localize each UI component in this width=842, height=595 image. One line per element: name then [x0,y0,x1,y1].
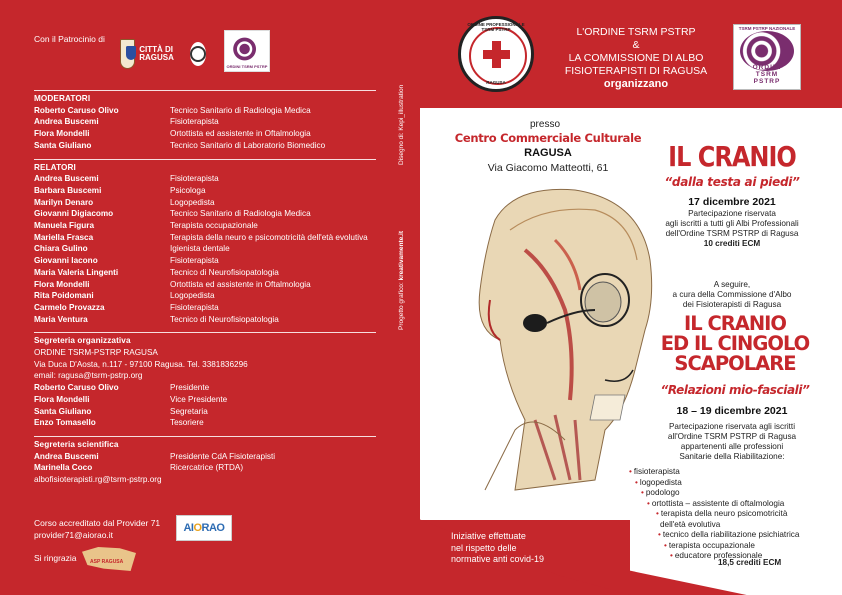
event2-title [630,314,840,374]
profession-label: fisioterapista [633,467,680,476]
organizers [560,26,712,91]
person-role: Ortottista ed assistente in Oftalmologia [170,279,311,289]
profession-label: logopedista [639,477,682,487]
person-row [34,128,395,140]
bullet-icon: • [635,477,638,487]
event1-desc-line: dell'Ordine TSRM PSTRP di Ragusa [665,229,799,238]
profession-item [641,488,680,497]
person-name: Roberto Caruso Olivo [34,383,119,393]
person-role: Terapista occupazionale [170,221,258,231]
person-role: Fisioterapista [170,174,219,184]
event2-title-line: SCAPOLARE [674,352,796,375]
bullet-icon: • [670,551,673,560]
ordini-logo-line: ORDINI [752,64,782,71]
patrocinio-label: Con il Patrocinio di [34,34,105,44]
person-name: Santa Giuliano [34,406,92,416]
person-row [34,116,395,128]
divider [34,436,376,437]
person-name: Flora Mondelli [34,279,90,289]
person-role: Fisioterapista [170,117,219,127]
relatori-section [34,159,395,326]
ordini-spiral-icon [231,35,265,63]
segreteria-sci-section [34,436,395,486]
event2-desc-line: appartenenti alle professioni [680,442,784,451]
divider [34,90,376,91]
accreditation-email[interactable]: provider71@aiorao.it [34,530,114,540]
event1-date: 17 dicembre 2021 [688,196,776,208]
person-role: Psicologa [170,185,206,195]
bullet-icon: • [664,540,667,550]
design-credit-label: Progetto grafico: [398,280,405,330]
unesco-icon [190,42,206,66]
person-row [34,140,395,152]
person-name: Rita Poidomani [34,291,94,301]
profession-item [656,509,787,518]
ragusa-logo-text: CITTÀ DI RAGUSA [139,44,174,62]
profession-label: terapista della neuro psicomotricità [660,509,788,518]
segreteria-org-line1: ORDINE TSRM-PSTRP RAGUSA [34,348,158,358]
person-row [34,255,395,267]
person-role: Tecnico di Neurofisiopatologia [170,314,279,324]
aiorao-logo-part: O [193,522,202,534]
bullet-icon: • [647,498,650,508]
seal-top-text: ORDINE PROFESSIONALE TSRM PSTRP [467,22,525,32]
person-name: Flora Mondelli [34,129,90,139]
person-row [34,302,395,314]
aiorao-logo [176,515,232,541]
profession-item [660,520,720,529]
profession-item [629,467,680,476]
relatori-title: RELATORI [34,162,76,172]
person-row [34,417,395,429]
ordini-logo-text [734,64,800,85]
person-name: Manuela Figura [34,221,95,231]
event2-desc-line: all'Ordine TSRM PSTRP di Ragusa [667,432,797,441]
person-role: Fisioterapista [170,302,219,312]
aiorao-logo-part: AI [183,522,194,534]
person-row [34,173,395,185]
person-row [34,220,395,232]
person-row [34,382,395,394]
event2-description [640,422,824,462]
profession-label: podologo [645,488,680,497]
org-line1: L'ORDINE TSRM PSTRP [576,26,696,38]
venue-city: RAGUSA [524,147,572,159]
person-name: Santa Giuliano [34,140,92,150]
person-role: Tecnico Sanitario di Radiologia Medica [170,105,311,115]
person-name: Andrea Buscemi [34,174,99,184]
person-role: Tecnico di Neurofisiopatologia [170,267,279,277]
profession-item [647,499,784,508]
profession-item [664,541,755,550]
person-name: Mariella Frasca [34,232,94,242]
ordini-logo-line: PSTRP [753,78,781,85]
person-row [34,314,395,326]
covid-line: nel rispetto delle [451,542,517,553]
person-role: Tesoriere [170,418,204,428]
covid-notice [451,531,571,566]
person-name: Marilyn Denaro [34,197,94,207]
profession-label: terapista occupazionale [668,540,755,550]
person-name: Chiara Gulino [34,244,88,254]
event1-description [652,209,812,249]
event2-date: 18 – 19 dicembre 2021 [676,405,788,417]
event1-title: IL CRANIO [668,140,796,174]
person-name: Andrea Buscemi [34,117,99,127]
person-name: Enzo Tomasello [34,418,96,428]
person-row [34,451,395,463]
person-name: Marinella Coco [34,463,93,473]
person-role: Segretaria [170,406,208,416]
bullet-icon: • [656,509,659,518]
person-row [34,197,395,209]
ordini-logo-head: TSRM PSTRP NAZIONALE [738,26,796,31]
event2-desc-line: Sanitarie della Riabilitazione: [679,452,785,461]
person-role: Tecnico Sanitario di Laboratorio Biomedico [170,140,326,150]
person-row [34,243,395,255]
event2-intro-line: A seguire, [713,280,751,289]
venue-name: Centro Commerciale Culturale [454,131,642,145]
person-role: Presidente [170,383,210,393]
person-row [34,208,395,220]
presso-label: presso [530,119,561,130]
segreteria-sci-email[interactable]: albofisioterapisti.rg@tsrm-pstrp.org [34,475,162,485]
ordini-small-text: ORDINI TSRM PSTRP [226,64,268,69]
person-row [34,394,395,406]
design-credit [398,170,405,330]
bullet-icon: • [641,488,644,497]
profession-item [658,530,799,539]
profession-label: dell'età evolutiva [660,519,721,529]
person-name: Maria Ventura [34,314,88,324]
event2-title-line: IL CRANIO [683,312,787,335]
person-name: Flora Mondelli [34,394,90,404]
divider [34,332,376,333]
bullet-icon: • [629,467,632,476]
event2-title-line: ED IL CINGOLO [660,332,810,355]
person-role: Vice Presidente [170,394,228,404]
person-row [34,279,395,291]
person-row [34,232,395,244]
event1-desc-line: Partecipazione riservata [688,209,776,218]
patrocinio-row [34,30,395,78]
asp-ragusa-logo [82,547,136,573]
ordini-small-logo [224,30,270,72]
seal-bottom-text: RAGUSA [486,80,506,85]
person-role: Tecnico Sanitario di Radiologia Medica [170,209,311,219]
person-role: Fisioterapista [170,256,219,266]
ordine-seal-logo [458,16,534,92]
event2-subtitle: “Relazioni mio-fasciali” [660,383,810,397]
person-name: Andrea Buscemi [34,451,99,461]
person-row [34,462,395,474]
segreteria-org-section [34,332,395,429]
person-row [34,290,395,302]
event1-desc-line: agli iscritti a tutti gli Albi Professionali [665,219,799,228]
profession-item [635,478,682,487]
venue-address: Via Giacomo Matteotti, 61 [487,162,609,174]
moderatori-title: MODERATORI [34,94,91,103]
left-panel [0,0,395,595]
illustration-credit: Disegno di: Kepi_illustration [398,84,405,165]
event1-credits: 10 crediti ECM [703,239,761,248]
profession-label: tecnico della riabilitazione psichiatrica [662,530,800,539]
covid-line: normative anti covid-19 [451,554,545,564]
segreteria-org-email[interactable]: email: ragusa@tsrm-pstrp.org [34,371,143,381]
person-row [34,267,395,279]
bullet-icon: • [658,530,661,539]
person-role: Igienista dentale [170,244,230,254]
person-row [34,185,395,197]
moderatori-section [34,90,395,152]
asp-logo-text: ASP RAGUSA [90,559,124,565]
org-line5: organizzano [603,78,669,90]
segreteria-org-address: Via Duca D'Aosta, n.117 - 97100 Ragusa. Tel. 3381836296 [34,359,248,369]
person-role: Logopedista [170,197,215,207]
design-credit-name: kreativamente.it [398,231,405,281]
ordini-logo [733,24,801,90]
org-line4: FISIOTERAPISTI DI RAGUSA [564,65,708,77]
ordini-logo-line: TSRM [755,71,779,78]
person-name: Roberto Caruso Olivo [34,105,119,115]
profession-label: ortottista – assistente di oftalmologia [651,498,785,508]
accreditation-provider: Corso accreditato dal Provider 71 [34,518,161,528]
person-role: Ricercatrice (RTDA) [170,463,244,473]
divider [34,159,376,160]
event2-desc-line: Partecipazione riservata agli iscritti [668,422,796,431]
person-role: Presidente CdA Fisioterapisti [170,451,276,461]
person-row [34,105,395,117]
ragusa-logo [120,30,206,78]
person-role: Logopedista [170,291,215,301]
event2-intro [652,280,812,310]
event2-credits: 18,5 crediti ECM [718,558,782,567]
person-name: Giovanni Iacono [34,256,98,266]
vertical-credits [398,40,422,340]
ragusa-shield-icon [120,39,135,69]
event1-subtitle: “dalla testa ai piedi” [664,175,800,189]
ringrazia-label: Si ringrazia [34,553,77,563]
org-line3: LA COMMISSIONE DI ALBO [568,52,704,64]
accreditation [34,517,160,541]
segreteria-sci-title: Segreteria scientifica [34,439,119,449]
person-name: Barbara Buscemi [34,185,102,195]
person-name: Maria Valeria Lingenti [34,267,119,277]
profession-label: educatore professionale [674,551,763,560]
org-line2: & [632,39,640,51]
person-name: Giovanni Digiacomo [34,209,114,219]
cross-icon-bar [483,50,510,59]
person-name: Carmelo Provazza [34,302,105,312]
aiorao-logo-part: RAO [201,522,225,534]
segreteria-org-title: Segreteria organizzativa [34,336,131,346]
person-role: Terapista della neuro e psicomotricità dell'età evolutiva [170,232,368,242]
event2-intro-line: dei Fisioterapisti di Ragusa [682,300,782,309]
covid-line: Iniziative effettuate [451,531,526,541]
event2-intro-line: a cura della Commissione d'Albo [672,290,792,299]
person-role: Ortottista ed assistente in Oftalmologia [170,129,311,139]
person-row [34,406,395,418]
